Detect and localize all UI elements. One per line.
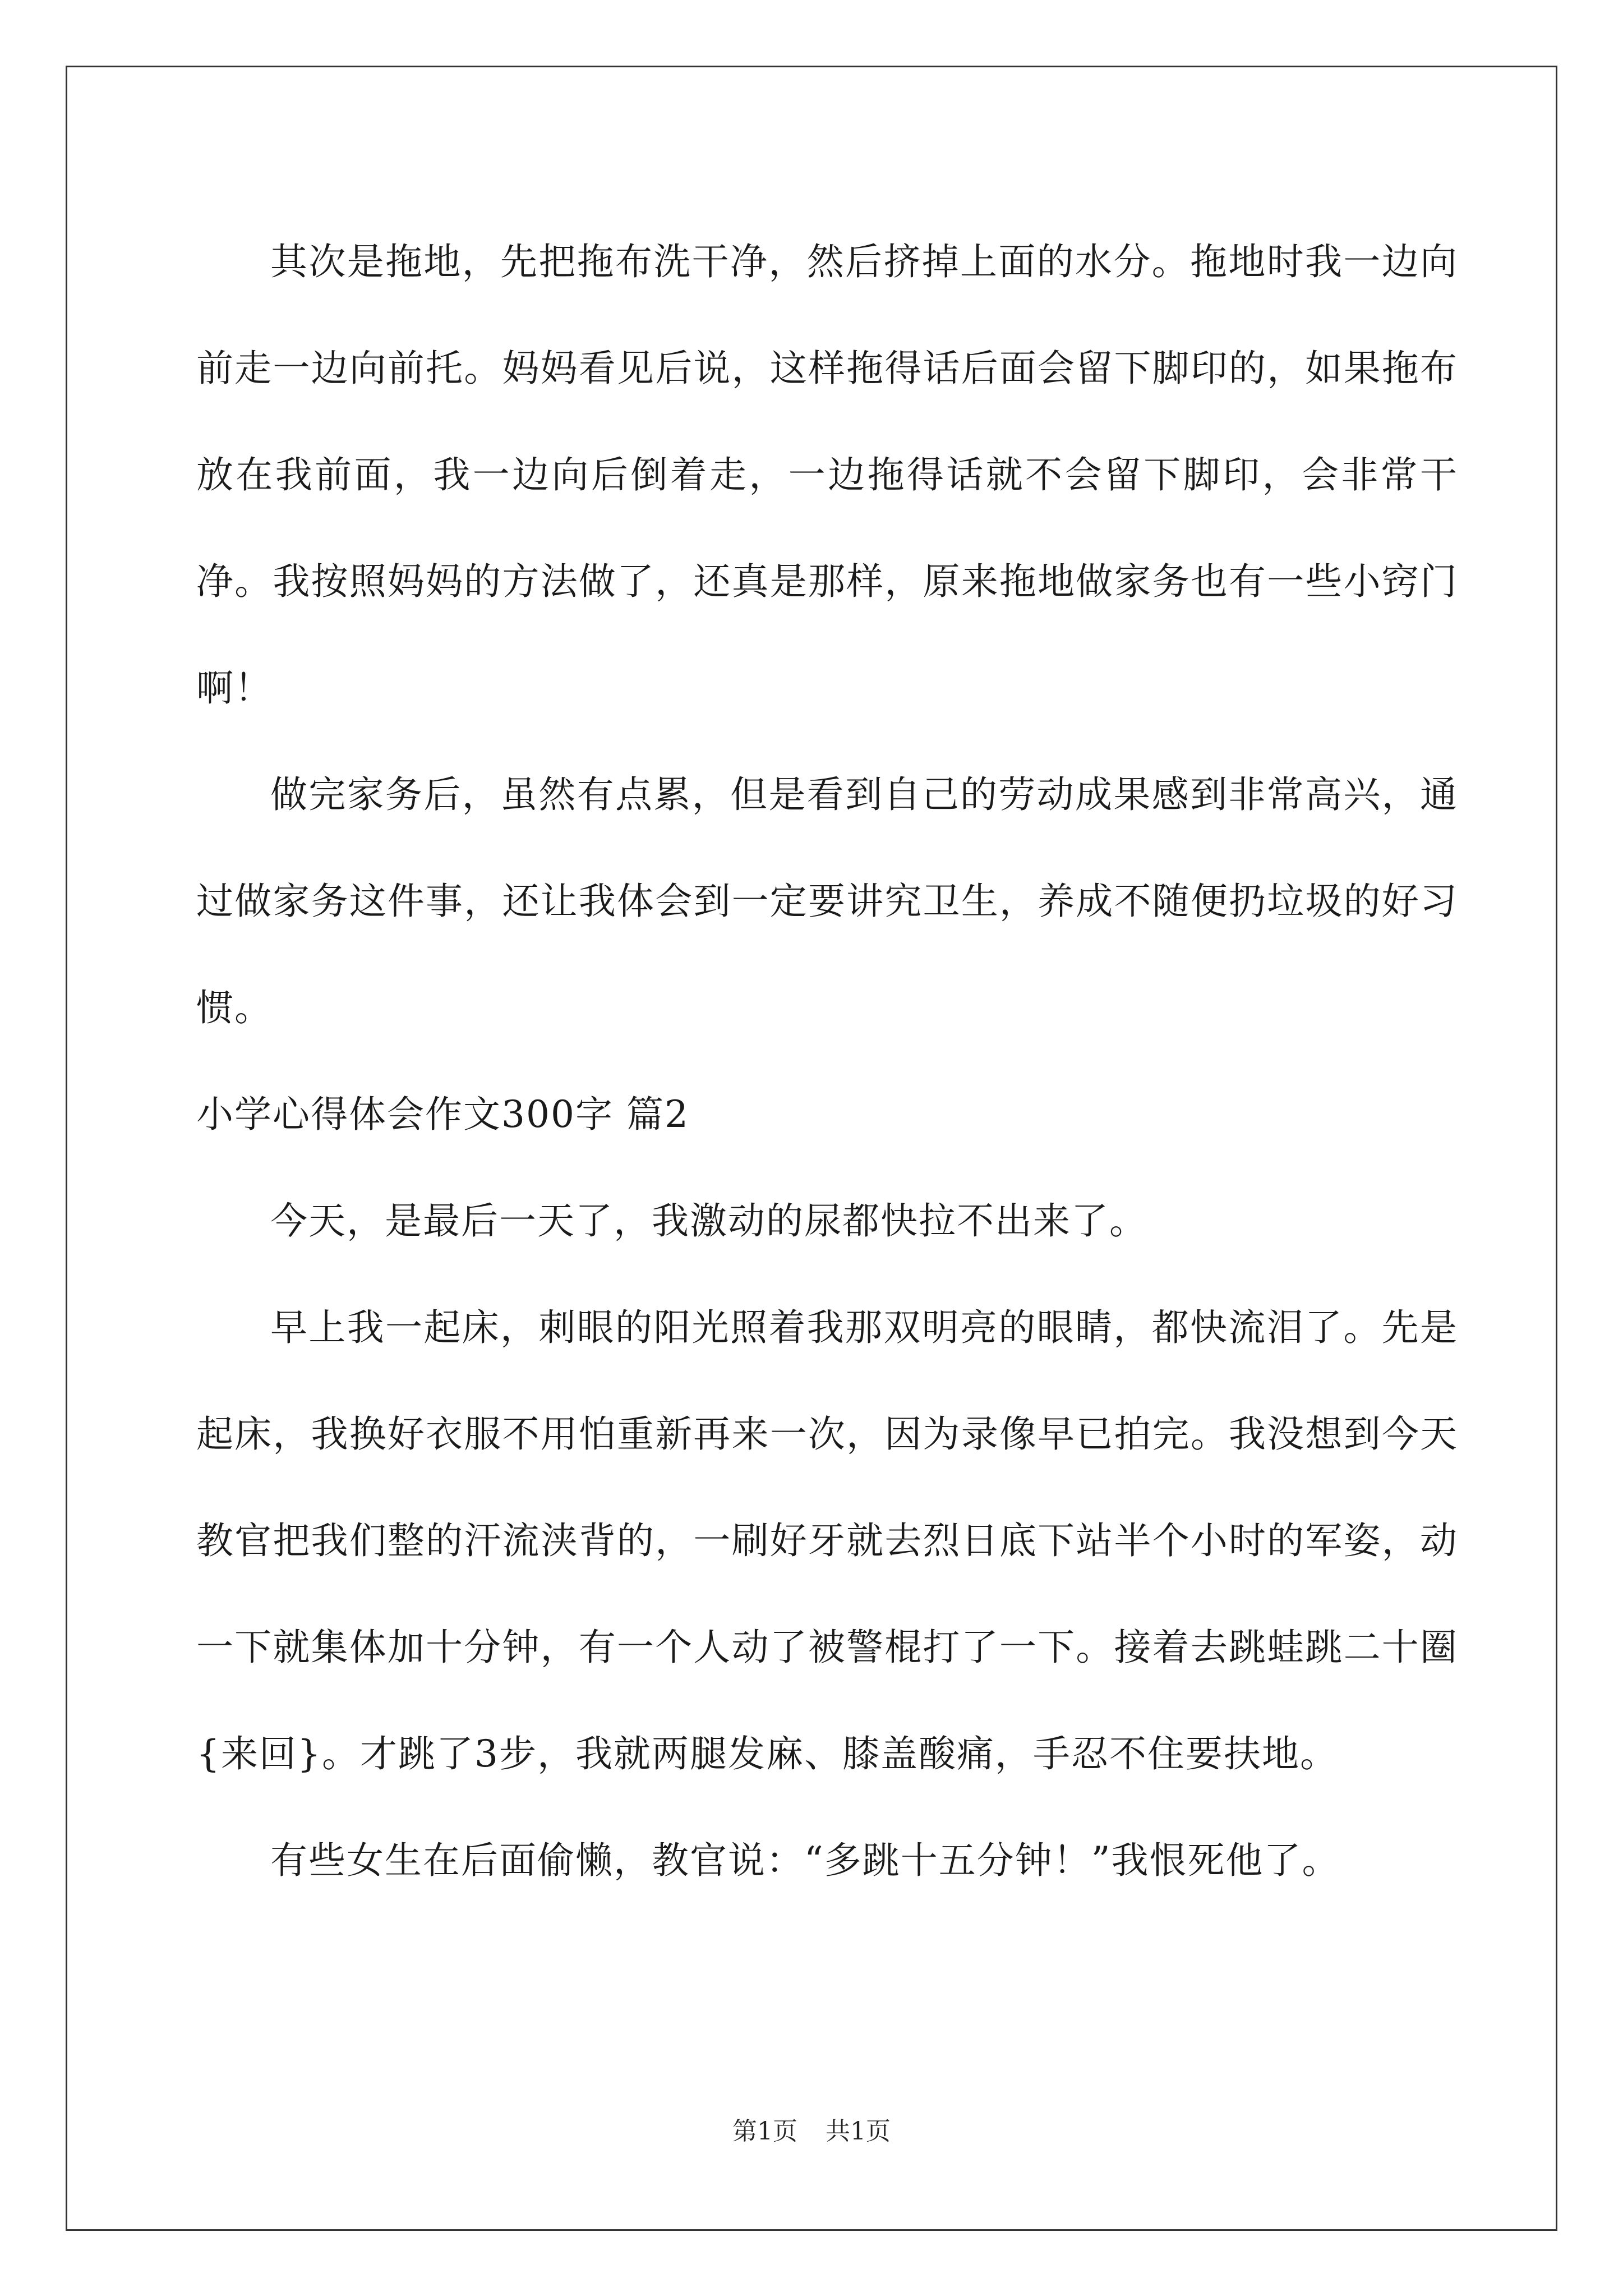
paragraph-mopping: 其次是拖地，先把拖布洗干净，然后挤掉上面的水分。拖地时我一边向前走一边向前托。妈妈看见后说，这样拖得话后面会留下脚印的，如果拖布放在我前面，我一边向后倒着走，一边拖得话就不会留下脚印，会非常干净。我按照妈妈的方法做了，还真是那样，原来拖地做家务也有一些小窍门啊！ [196, 240, 1458, 710]
page-footer [0, 2115, 1623, 2148]
paragraph-morning-training: 早上我一起床，刺眼的阳光照着我那双明亮的眼睛，都快流泪了。先是起床，我换好衣服不用怕重新再来一次，因为录像早已拍完。我没想到今天教官把我们整的汗流浃背的，一刷好牙就去烈日底下站半个小时的军姿，动一下就集体加十分钟，有一个人动了被警棍打了一下。接着去跳蛙跳二十圈{来回}。才跳了3步，我就两腿发麻、膝盖酸痛，手忍不住要扶地。 [196, 1306, 1458, 1775]
page-number: 第1页 [732, 2117, 797, 2146]
section-heading: 小学心得体会作文300字 篇2 [196, 1093, 689, 1136]
page-total: 共1页 [826, 2117, 891, 2146]
paragraph-last-day: 今天，是最后一天了，我激动的尿都快拉不出来了。 [270, 1199, 1147, 1243]
paragraph-girls-lazy: 有些女生在后面偷懒，教官说：“多跳十五分钟！”我恨死他了。 [270, 1839, 1340, 1882]
document-body [196, 209, 1458, 1914]
paragraph-after-chores: 做完家务后，虽然有点累，但是看到自己的劳动成果感到非常高兴，通过做家务这件事，还让我体会到一定要讲究卫生，养成不随便扔垃圾的好习惯。 [196, 773, 1458, 1029]
